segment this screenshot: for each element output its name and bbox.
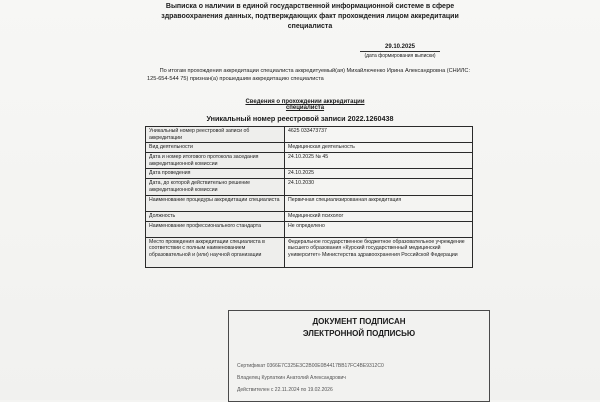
row-value: Федеральное государственное бюджетное образовательное учреждение высшего образования «Курский государственный медицинский университет» Министерства здравоохранения Российской Федерации	[285, 237, 473, 267]
row-value: 24.10.2025	[285, 169, 473, 179]
registry-number-title: Уникальный номер реестровой записи 2022.1260438	[206, 114, 394, 123]
row-key: Наименование процедуры аккредитации специалиста	[146, 195, 285, 211]
row-value: 24.10.2025 № 45	[285, 153, 473, 169]
stamp-owner: Владелец Курлаткин Анатолий Александрович	[237, 375, 346, 381]
table-row	[146, 221, 473, 237]
table-row	[146, 179, 473, 195]
table-row	[146, 143, 473, 153]
row-key: Наименование профессионального стандарта	[146, 221, 285, 237]
row-value: 24.10.2030	[285, 179, 473, 195]
formation-date: 29.10.2025	[360, 44, 440, 52]
table-row	[146, 169, 473, 179]
stamp-title-line-1: ДОКУМЕНТ ПОДПИСАН	[312, 317, 406, 326]
intro-paragraph	[130, 68, 470, 83]
document-heading: Выписка о наличии в единой государственной информационной системе в сфере здравоохранения данных, подтверждающих факт прохождения лицом аккредитации специалиста	[161, 3, 459, 30]
table-row	[146, 211, 473, 221]
electronic-signature-stamp	[228, 310, 490, 402]
table-row	[146, 153, 473, 169]
row-value: Медицинская деятельность	[285, 143, 473, 153]
formation-date-caption: (дата формирования выписки)	[364, 53, 436, 59]
row-key: Место проведения аккредитации специалиста в соответствии с полным наименованием образовательной и (или) научной организации	[146, 237, 285, 267]
row-key: Уникальный номер реестровой записи об аккредитации	[146, 127, 285, 143]
accreditation-details-table	[145, 126, 473, 268]
table-row	[146, 127, 473, 143]
table-row	[146, 237, 473, 267]
row-key: Вид деятельности	[146, 143, 285, 153]
row-value: Первичная специализированная аккредитация	[285, 195, 473, 211]
stamp-title-line-2: ЭЛЕКТРОННОЙ ПОДПИСЬЮ	[302, 329, 416, 338]
row-value: Медицинский психолог	[285, 211, 473, 221]
intro-line-1: По итогам прохождения аккредитации специалиста аккредитуемый(ая) Михайлюченко Ирина Александровна (СНИЛС:	[159, 68, 470, 74]
table-row	[146, 195, 473, 211]
section-title: Сведения о прохождении аккредитации специалиста	[245, 99, 365, 111]
row-key: Должность	[146, 211, 285, 221]
row-value: Не определено	[285, 221, 473, 237]
row-value: 4625 033473737	[285, 127, 473, 143]
stamp-validity: Действителен с 22.11.2024 по 19.02.2026	[237, 387, 333, 393]
row-key: Дата и номер итогового протокола заседания аккредитационной комиссии	[146, 153, 285, 169]
row-key: Дата, до которой действительно решение аккредитационной комиссии	[146, 179, 285, 195]
row-key: Дата проведения	[146, 169, 285, 179]
stamp-certificate: Сертификат 0366E7C325E3C2B00E0B4417BB17FC4BE9312C0	[237, 363, 384, 369]
intro-line-2: 125-654-544 75) признан(а) прошедшим аккредитацию специалиста	[147, 75, 324, 82]
